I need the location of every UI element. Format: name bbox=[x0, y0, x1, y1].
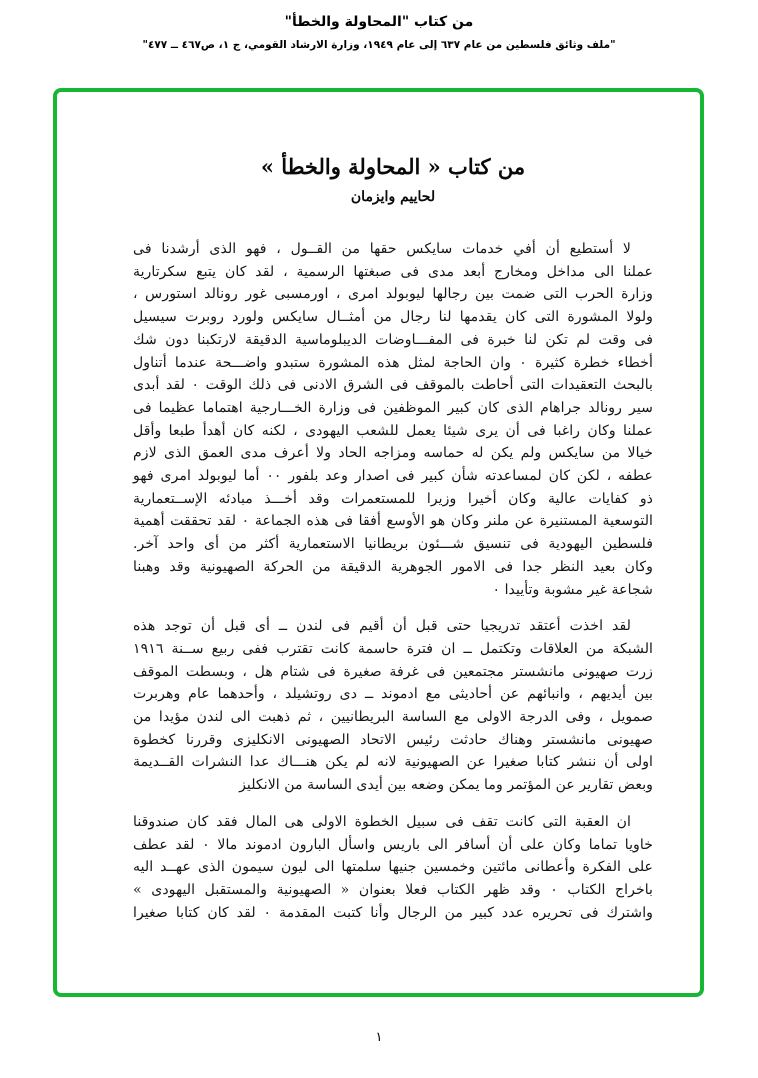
document-source-citation: "ملف وثائق فلسطين من عام ٦٣٧ إلى عام ١٩٤٩، وزارة الارشاد القومي، ج ١، ص٤٦٧ ــ ٤٧٧" bbox=[142, 39, 616, 51]
text-line: لا أستطيع أن أفي خدمات سايكس حقها من القــول ، فهو الذى أرشدنا فى bbox=[133, 241, 631, 257]
text-line: زرت صهيونى مانشستر مجتمعين فى غرفة صغيرة فى شتام هل ، وبسطت الموقف bbox=[133, 663, 653, 680]
paragraph-1 bbox=[133, 238, 653, 601]
text-line: عطفه ، لكن كان لمساعدته شأن كبير فى اصدار وعد بلفور ٠٠ أما ليوبولد امرى فهو bbox=[133, 468, 653, 485]
scan-title: من كتاب « المحاولة والخطأ » bbox=[260, 154, 526, 179]
paragraph-2 bbox=[133, 615, 653, 797]
text-line: فى وقت لم تكن لنا خبرة فى المفـــاوضات الديبلوماسية الدقيقة لارتكبنا دون شك bbox=[133, 331, 653, 348]
text-line: التوسعية المستنيرة عن ملنر وكان هو الأوسع أفقا فى هذه الجماعة ٠ لقد تحققت أهمية bbox=[133, 513, 653, 530]
text-line: بالبحث التعقيدات التى أحاطت بالموقف فى الشرق الادنى فى ذلك الوقت ٠ لقد أبدى bbox=[133, 377, 653, 394]
text-line: خيالا من سايكس ولم يكن له حماسه ومزاجه الحاد ولا أعرف مدى العمق الذى لازم bbox=[133, 445, 653, 462]
text-line: ذو كفايات عالية وكان أخيرا وزيرا للمستعمرات وقد أخـــذ مبادئه الإســتعمارية bbox=[133, 490, 653, 507]
text-line: صمويل ، وفى الدرجة الاولى مع الساسة البريطانيين ، ثم ذهبت الى لندن مؤيدا من bbox=[133, 709, 653, 726]
page-number: ١ bbox=[375, 1030, 383, 1045]
text-line: أخطاء خطرة كثيرة ٠ وان الحاجة لمثل هذه المشورة ستبدو واضـــحة عندما أتناول bbox=[133, 354, 653, 371]
text-line: صهيونى مانشستر وهناك حادثت رئيس الاتحاد الصهيونى الانكليزى وقررنا كخطوة bbox=[133, 731, 653, 748]
text-line: ان العقبة التى كانت تقف فى سبيل الخطوة الاولى هى المال فقد كان صندوقنا bbox=[133, 813, 631, 830]
body-text bbox=[133, 238, 653, 924]
scanned-page-content bbox=[133, 152, 653, 938]
text-line: عملنا وكان راغبا فى أن يرى شيئا يعمل للشعب اليهودى ، لكنه كان أهدأ طبعا وأقل bbox=[133, 422, 653, 439]
text-line: وكان بعيد النظر جدا فى الامور الجوهرية الدقيقة من الحركة الصهيونية وقد وهبنا bbox=[133, 558, 653, 575]
text-line: على الفكرة وأعطانى مائتين وخمسين جنيها سلمتها الى ليون سيمون الذى عهــد اليه bbox=[133, 859, 653, 876]
text-line: لقد اخذت أعتقد تدريجيا حتى قبل أن أقيم فى لندن ــ أى قبل أن توجد هذه bbox=[133, 618, 631, 635]
text-line: ولولا المشورة التى كان يقدمها لنا رجال من أمثــال سايكس ولورد روبرت سيسيل bbox=[133, 309, 653, 326]
text-line: باخراج الكتاب ٠ وقد ظهر الكتاب فعلا بعنوان « الصهيونية والمستقبل اليهودى » bbox=[133, 881, 653, 898]
text-line: عملنا الى مداخل ومخارج أبعد مدى فى صبغتها الرسمية ، لقد كان يتبع سكرتارية bbox=[133, 263, 653, 280]
text-line: بين أيديهم ، وانبائهم عن أحاديثى مع ادموند ــ دى روتشيلد ، وأحدهما عام وهربرت bbox=[133, 686, 653, 703]
paragraph-3 bbox=[133, 811, 653, 925]
scanned-page-frame bbox=[53, 88, 704, 997]
text-line: الشبكة من العلاقات وتكتمل ــ ان فترة حاسمة كانت تقترب ففى ربيع ســنة ١٩١٦ bbox=[133, 640, 653, 657]
text-line: فلسطين اليهودية فى تنسيق شـــئون بريطانيا الاستعمارية أكثر من أى واحد آخر. bbox=[133, 536, 653, 553]
text-line: خاويا تماما وكان على أن أسافر الى باريس واسأل البارون ادموند مالا ٠ لقد عطف bbox=[133, 836, 653, 853]
text-line: اولى أن ننشر كتابا صغيرا عن الصهيونية لانه لم يكن هنـــاك عدا النشرات القــديمة bbox=[133, 754, 653, 771]
document-title: من كتاب "المحاولة والخطأ" bbox=[284, 14, 474, 30]
text-line: وبعض تقارير عن المؤتمر وما يمكن وضعه بين أيدى الساسة من الانكليز bbox=[239, 777, 653, 794]
text-line: وزارة الحرب التى ضمت بين رجالها ليوبولد امرى ، اورمسبى غور رونالد استورس ، bbox=[133, 286, 653, 303]
document-header bbox=[0, 12, 758, 54]
scan-author: لحاييم وايزمان bbox=[350, 189, 436, 205]
text-line: واشترك فى تحريره عدد كبير من الرجال وأنا كتبت المقدمة ٠ لقد كان كتابا صغيرا bbox=[133, 904, 653, 921]
text-line: شجاعة غير مشوبة وتأييدا ٠ bbox=[492, 581, 653, 598]
text-line: سير رونالد جراهام الذى كان كبير الموظفين فى وزارة الخـــارجية اهتماما عظيما فى bbox=[133, 399, 653, 416]
